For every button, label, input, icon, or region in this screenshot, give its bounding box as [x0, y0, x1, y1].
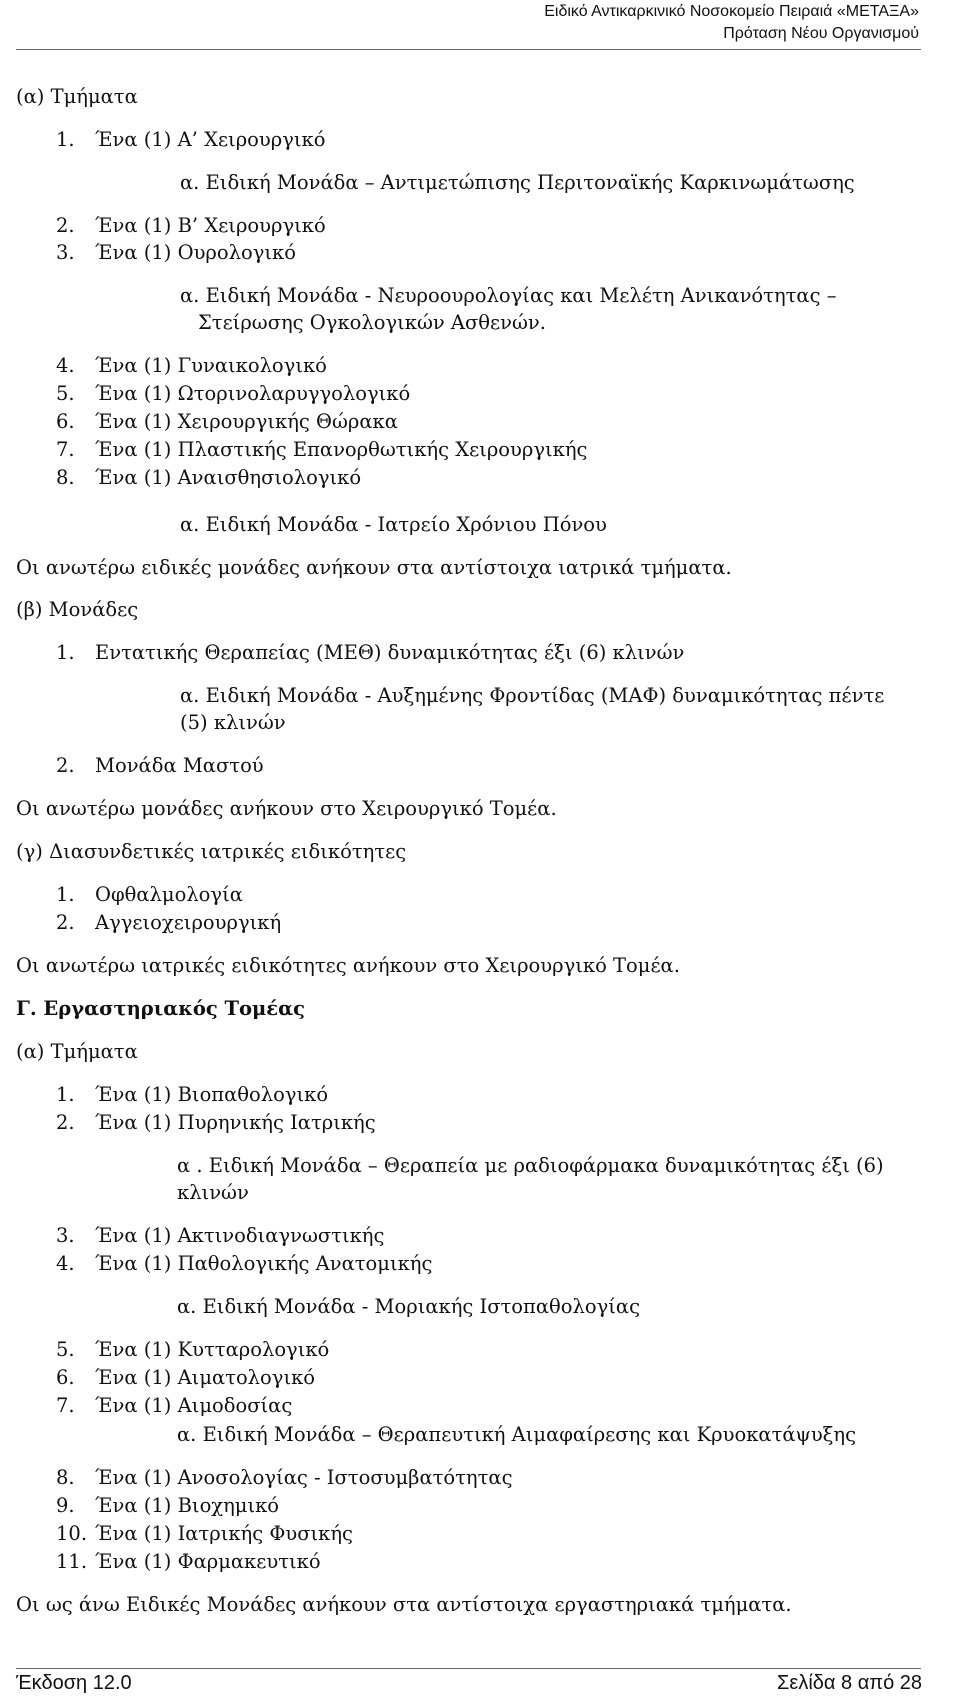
document-version: Έκδοση 12.0 — [16, 1672, 132, 1694]
item-number: 1. — [56, 128, 75, 151]
footer-divider — [16, 1668, 921, 1669]
item-text: Ένα (1) Β’ Χειρουργικό — [95, 214, 326, 237]
item-text: Ένα (1) Χειρουργικής Θώρακα — [95, 410, 398, 433]
item-number: 5. — [56, 382, 75, 405]
section-note: Οι ανωτέρω μονάδες ανήκουν στο Χειρουργικό Τομέα. — [16, 797, 557, 820]
item-text: Ένα (1) Αναισθησιολογικό — [95, 466, 362, 489]
item-text: Ένα (1) Ωτορινολαρυγγολογικό — [95, 382, 411, 405]
page-number: Σελίδα 8 από 28 — [777, 1672, 922, 1694]
list-item — [56, 240, 296, 266]
item-text: Ένα (1) Παθολογικής Ανατομικής — [95, 1252, 433, 1275]
section-heading: (γ) Διασυνδετικές ιατρικές ειδικότητες — [16, 840, 407, 863]
item-number: 8. — [56, 1466, 75, 1489]
item-number: 2. — [56, 754, 75, 777]
list-item — [56, 1493, 279, 1519]
item-text: Εντατικής Θεραπείας (ΜΕΘ) δυναμικότητας έξι (6) κλινών — [95, 641, 685, 664]
item-number: 2. — [56, 1111, 75, 1134]
list-item — [56, 1465, 513, 1491]
item-number: 11. — [56, 1550, 88, 1573]
item-number: 1. — [56, 641, 75, 664]
sub-item-continued: (5) κλινών — [180, 711, 286, 734]
item-text: Ένα (1) Αιμοδοσίας — [95, 1394, 293, 1417]
header-divider — [16, 49, 921, 50]
header-subtitle: Πρόταση Νέου Οργανισμού — [723, 25, 919, 42]
item-text: Οφθαλμολογία — [95, 883, 243, 906]
header-title: Ειδικό Αντικαρκινικό Νοσοκομείο Πειραιά «ΜΕΤΑΞΑ» — [544, 3, 919, 20]
list-item — [56, 437, 587, 463]
item-text: Ένα (1) Πυρηνικής Ιατρικής — [95, 1111, 376, 1134]
list-item — [56, 127, 325, 153]
list-item — [56, 213, 326, 239]
item-text: Ένα (1) Ιατρικής Φυσικής — [95, 1522, 353, 1545]
item-number: 5. — [56, 1338, 75, 1361]
list-item — [56, 1393, 292, 1419]
item-number: 4. — [56, 354, 75, 377]
sub-item: α. Ειδική Μονάδα – Θεραπευτική Αιμαφαίρεσης και Κρυοκατάψυξης — [177, 1423, 857, 1446]
item-text: Ένα (1) Ουρολογικό — [95, 241, 296, 264]
list-item — [56, 1521, 353, 1547]
sub-item-continued: κλινών — [177, 1181, 249, 1204]
sub-item: α. Ειδική Μονάδα - Αυξημένης Φροντίδας (ΜΑΦ) δυναμικότητας πέντε — [180, 684, 885, 707]
section-note: Οι ως άνω Ειδικές Μονάδες ανήκουν στα αντίστοιχα εργαστηριακά τμήματα. — [16, 1593, 792, 1616]
item-text: Ένα (1) Βιοπαθολογικό — [95, 1083, 329, 1106]
list-item — [56, 753, 264, 779]
item-number: 2. — [56, 214, 75, 237]
item-number: 4. — [56, 1252, 75, 1275]
item-text: Ένα (1) Γυναικολογικό — [95, 354, 327, 377]
list-item — [56, 1110, 376, 1136]
section-heading: (β) Μονάδες — [16, 598, 139, 621]
item-number: 9. — [56, 1494, 75, 1517]
sub-item-continued: Στείρωσης Ογκολογικών Ασθενών. — [198, 311, 546, 334]
sub-item: α. Ειδική Μονάδα - Νευροουρολογίας και Μελέτη Ανικανότητας – — [180, 284, 837, 307]
list-item — [56, 910, 281, 936]
item-text: Αγγειοχειρουργική — [95, 911, 282, 934]
list-item — [56, 353, 327, 379]
item-text: Ένα (1) Πλαστικής Επανορθωτικής Χειρουργικής — [95, 438, 588, 461]
sub-item: α. Ειδική Μονάδα - Μοριακής Ιστοπαθολογίας — [177, 1295, 640, 1318]
item-text: Ένα (1) Βιοχημικό — [95, 1494, 280, 1517]
item-text: Ένα (1) Ακτινοδιαγνωστικής — [95, 1224, 385, 1247]
list-item — [56, 1365, 315, 1391]
list-item — [56, 465, 361, 491]
item-number: 2. — [56, 911, 75, 934]
item-number: 6. — [56, 1366, 75, 1389]
sector-title: Γ. Εργαστηριακός Τομέας — [16, 997, 306, 1020]
list-item — [56, 1337, 329, 1363]
section-heading: (α) Τμήματα — [16, 1040, 138, 1063]
item-number: 3. — [56, 241, 75, 264]
item-text: Ένα (1) Α’ Χειρουργικό — [95, 128, 326, 151]
item-text: Μονάδα Μαστού — [95, 754, 264, 777]
sub-item: α. Ειδική Μονάδα - Ιατρείο Χρόνιου Πόνου — [180, 513, 607, 536]
item-text: Ένα (1) Φαρμακευτικό — [95, 1550, 321, 1573]
list-item — [56, 1549, 321, 1575]
item-number: 3. — [56, 1224, 75, 1247]
sub-item: α. Ειδική Μονάδα – Αντιμετώπισης Περιτοναϊκής Καρκινωμάτωσης — [180, 171, 855, 194]
item-number: 8. — [56, 466, 75, 489]
list-item — [56, 1082, 328, 1108]
item-number: 7. — [56, 1394, 75, 1417]
section-note: Οι ανωτέρω ειδικές μονάδες ανήκουν στα αντίστοιχα ιατρικά τμήματα. — [16, 556, 732, 579]
item-number: 1. — [56, 1083, 75, 1106]
item-number: 10. — [56, 1522, 88, 1545]
list-item — [56, 1251, 432, 1277]
item-text: Ένα (1) Αιματολογικό — [95, 1366, 316, 1389]
sub-item: α . Ειδική Μονάδα – Θεραπεία με ραδιοφάρμακα δυναμικότητας έξι (6) — [177, 1154, 884, 1177]
item-number: 1. — [56, 883, 75, 906]
list-item — [56, 1223, 384, 1249]
item-number: 6. — [56, 410, 75, 433]
item-number: 7. — [56, 438, 75, 461]
section-note: Οι ανωτέρω ιατρικές ειδικότητες ανήκουν στο Χειρουργικό Τομέα. — [16, 954, 680, 977]
list-item — [56, 409, 398, 435]
list-item — [56, 381, 410, 407]
list-item — [56, 640, 684, 666]
item-text: Ένα (1) Ανοσολογίας - Ιστοσυμβατότητας — [95, 1466, 513, 1489]
section-heading: (α) Τμήματα — [16, 85, 138, 108]
item-text: Ένα (1) Κυτταρολογικό — [95, 1338, 330, 1361]
list-item — [56, 882, 243, 908]
